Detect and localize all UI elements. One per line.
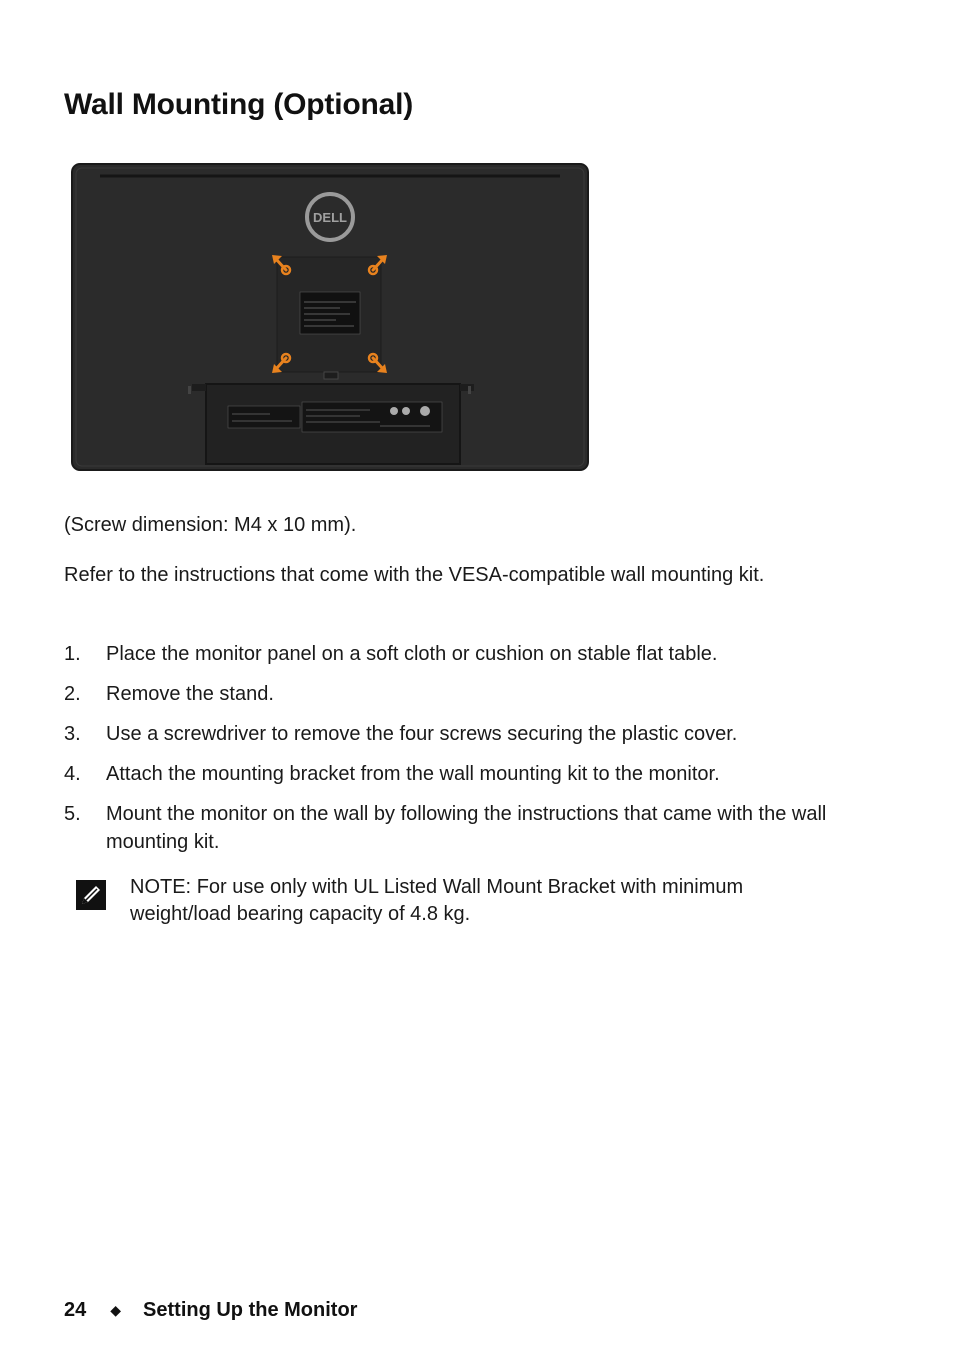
step-number: 1. bbox=[64, 643, 81, 665]
note-text bbox=[130, 874, 790, 928]
product-label-left bbox=[228, 406, 300, 428]
refer-instructions-text: Refer to the instructions that come with the VESA-compatible wall mounting kit. bbox=[64, 564, 765, 586]
step-number: 4. bbox=[64, 763, 81, 785]
list-item bbox=[64, 640, 864, 668]
note-pencil-icon bbox=[76, 880, 106, 910]
step-text: Attach the mounting bracket from the wall mounting kit to the monitor. bbox=[106, 763, 720, 785]
step-text: Remove the stand. bbox=[106, 683, 274, 705]
product-label-right bbox=[302, 402, 442, 432]
monitor-back-illustration bbox=[70, 162, 592, 474]
step-number: 3. bbox=[64, 723, 81, 745]
screw-dimension-text: (Screw dimension: M4 x 10 mm). bbox=[64, 514, 357, 536]
list-item bbox=[64, 720, 864, 748]
section-title: Setting Up the Monitor bbox=[143, 1299, 358, 1321]
page-title: Wall Mounting (Optional) bbox=[64, 88, 414, 121]
step-text: Use a screwdriver to remove the four screws securing the plastic cover. bbox=[106, 723, 738, 745]
note-label: NOTE: bbox=[130, 876, 192, 898]
note-body: For use only with UL Listed Wall Mount Bracket with minimum weight/load bearing capacity of 4.8 kg. bbox=[130, 876, 744, 925]
svg-text:DELL: DELL bbox=[313, 210, 347, 225]
steps-list bbox=[64, 640, 864, 868]
list-item bbox=[64, 680, 864, 708]
step-number: 2. bbox=[64, 683, 81, 705]
step-text: Mount the monitor on the wall by following the instructions that came with the wall mounting kit. bbox=[106, 803, 827, 853]
page-number: 24 bbox=[64, 1299, 87, 1321]
diamond-icon: ◆ bbox=[110, 1302, 122, 1318]
step-text: Place the monitor panel on a soft cloth or cushion on stable flat table. bbox=[106, 643, 718, 665]
page-footer bbox=[64, 1299, 357, 1322]
step-number: 5. bbox=[64, 803, 81, 825]
rating-label bbox=[300, 292, 360, 334]
list-item bbox=[64, 760, 864, 788]
list-item bbox=[64, 800, 864, 856]
